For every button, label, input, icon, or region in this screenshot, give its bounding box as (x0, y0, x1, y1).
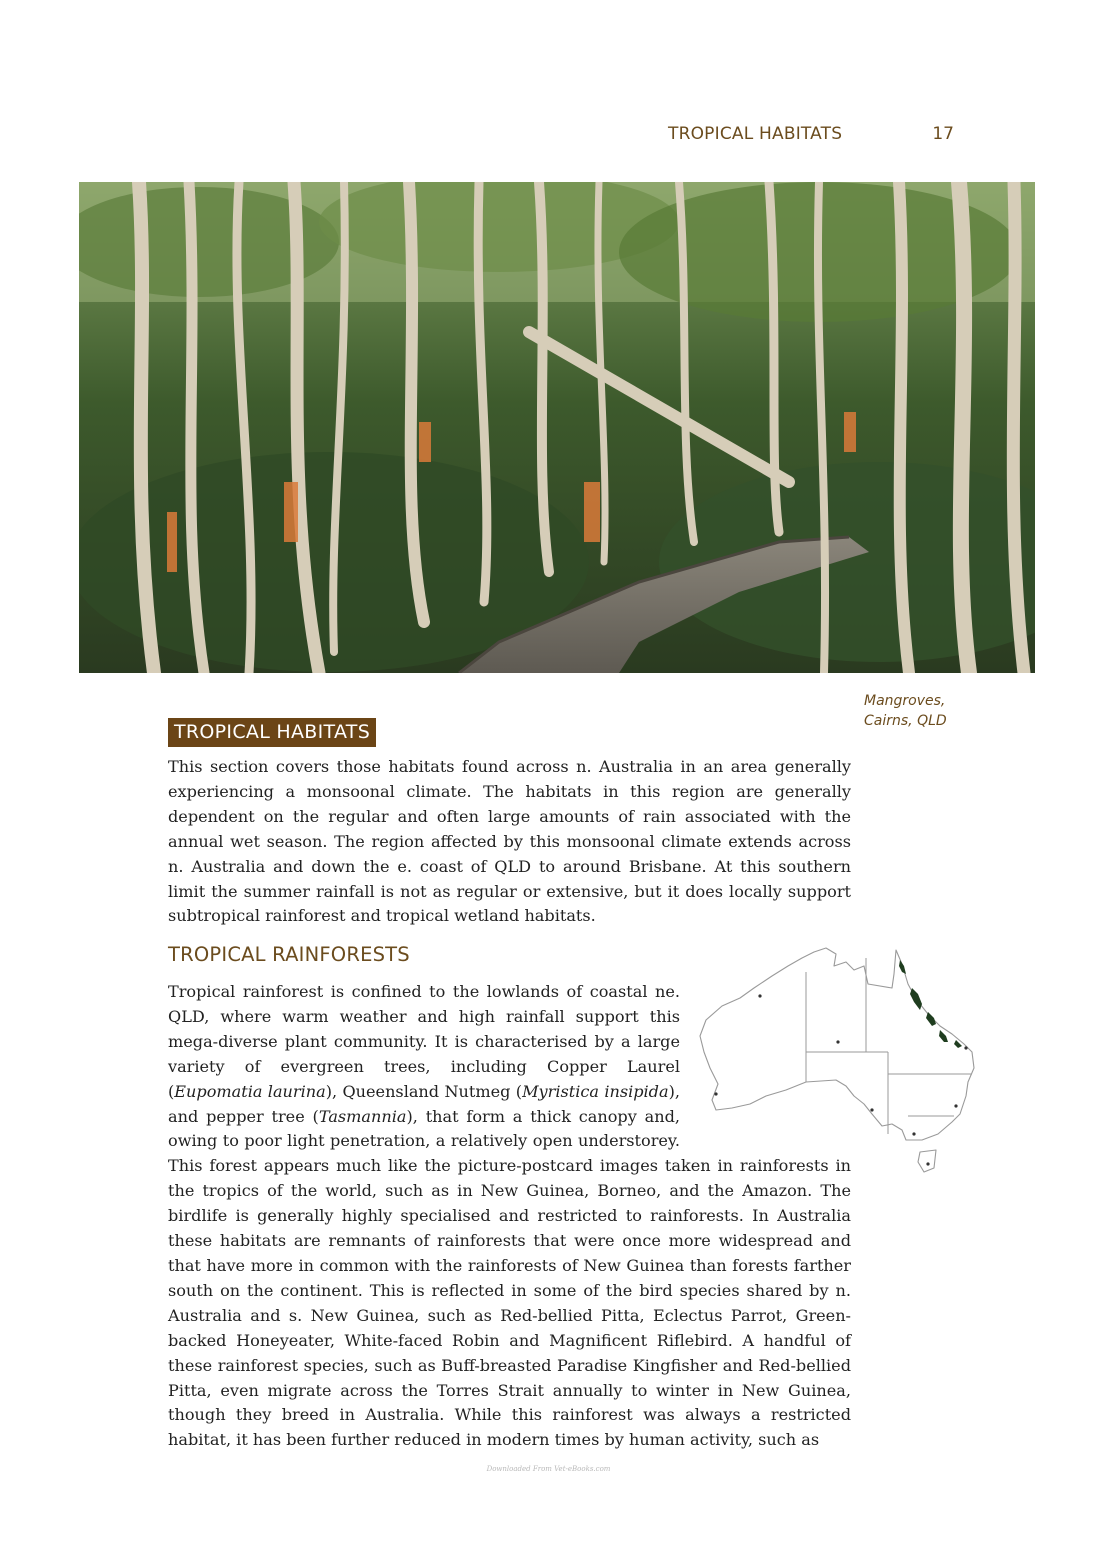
rainforest-text-2: ), Queensland Nutmeg ( (325, 1081, 523, 1101)
rainforest-text-1: Tropical rainforest is confined to the lowlands of coastal ne. QLD, where warm weather and high rainfall support this mega-diverse plant community. It is characterised by a large variety of evergreen trees, including Copper Laurel ( (168, 982, 680, 1101)
page-number: 17 (932, 124, 954, 144)
species-name: Eupomatia laurina (174, 1081, 326, 1101)
running-head (560, 124, 954, 148)
caption-line-1: Mangroves, (864, 693, 946, 709)
photo-caption (864, 691, 984, 731)
species-name: Tasmannia (318, 1106, 407, 1126)
mangrove-photo (79, 182, 1035, 673)
map-float-spacer (680, 980, 851, 1154)
rainforest-paragraph (168, 980, 851, 1453)
running-head-title: TROPICAL HABITATS (668, 124, 843, 144)
section-banner: TROPICAL HABITATS (168, 718, 376, 747)
caption-line-2: Cairns, QLD (864, 713, 947, 729)
rainforest-text-3: ), and pepper tree ( (168, 1081, 680, 1126)
rainforest-text-4: ), that form a thick canopy and, owing to poor light penetration, a relatively open understorey. This forest appears much like the picture-postcard images taken in rainforests in the tropics of the world, such as in New Guinea, Borneo, and the Amazon. The birdlife is generally highly specialised and restricted to rainforests. In Australia these habitats are remnants of rainforests that were once more widespread and that have more in common with the rainforests of New Guinea than forests farther south on the continent. This is reflected in some of the bird species shared by n. Australia and s. New Guinea, such as Red-bellied Pitta, Eclectus Parrot, Green-backed Honeyeater, White-faced Robin and Magnificent Riflebird. A handful of these rainforest species, such as Buff-breasted Paradise Kingfisher and Red-bellied Pitta, even migrate across the Torres Strait annually to winter in New Guinea, though they breed in Australia. While this rainforest was always a restricted habitat, it has been further reduced in modern times by human activity, such as (168, 1106, 851, 1450)
rainforest-heading: TROPICAL RAINFORESTS (168, 943, 410, 966)
download-watermark: Downloaded From Vet-eBooks.com (486, 1465, 611, 1473)
species-name: Myristica insipida (522, 1081, 669, 1101)
intro-paragraph: This section covers those habitats found across n. Australia in an area generally experiencing a monsoonal climate. The habitats in this region are generally dependent on the regular and often large amounts of rain associated with the annual wet season. The region affected by this monsoonal climate extends across n. Australia and down the e. coast of QLD to around Brisbane. At this southern limit the summer rainfall is not as regular or extensive, but it does locally support subtropical rainforest and tropical wetland habitats. (168, 757, 851, 926)
